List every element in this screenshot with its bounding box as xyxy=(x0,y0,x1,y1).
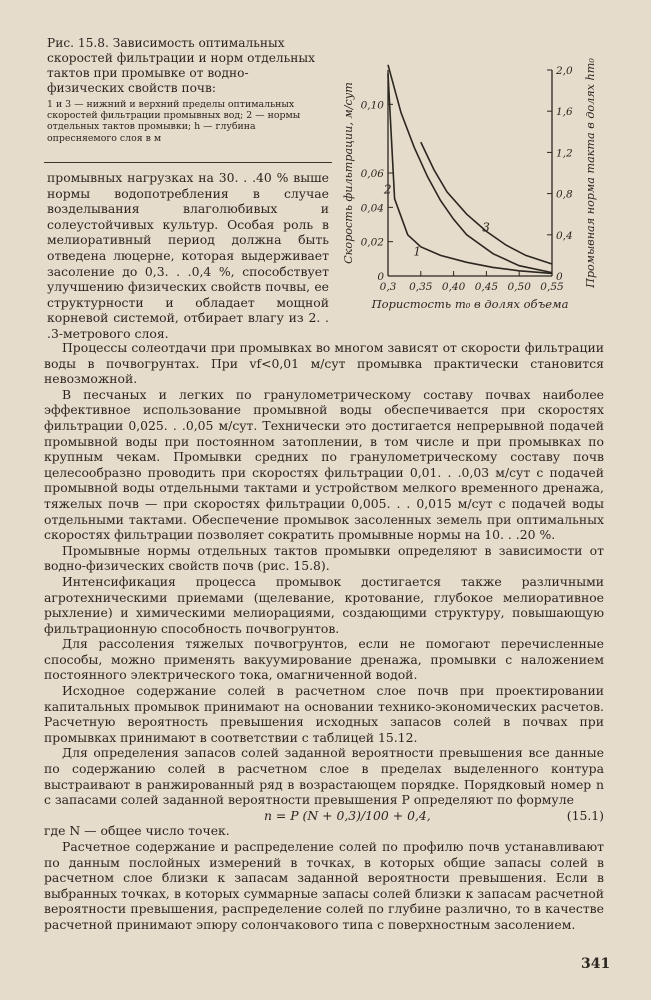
curve-label-3: 3 xyxy=(482,220,490,235)
wrapped-paragraph: промывных нагрузках на 30. . .40 % выше нормы водопотребления в случае возделывания влаголюбивых и солеустойчивых культур. Особая роль в мелиоративный период должна быть отведена люцерне, которая выдерживает засоление до 0,3. . .0,4 %, способствует улучшению физических свойств почвы, ее структурности и обладает мощной корневой системой, отбирает влагу из 2. . .3-метрового слоя. xyxy=(47,170,329,341)
formula-where: где N — общее число точек. xyxy=(44,823,230,839)
left-tick-label: 0,06 xyxy=(360,168,384,180)
left-tick-label: 0,04 xyxy=(360,202,384,215)
paragraph-7: Для определения запасов солей заданной вероятности превышения все данные по содержанию солей в расчетном слое в пределах выделенного контура выстраивают в ранжированный ряд в возрастающем порядке. Порядковый номер n с запасами солей заданной вероятности превышения P определяют по формуле xyxy=(44,745,604,808)
x-tick-label: 0,35 xyxy=(409,281,433,293)
right-tick-label: 1,6 xyxy=(556,106,573,119)
right-tick-label: 0,8 xyxy=(556,188,573,201)
curve-label-1: 1 xyxy=(413,244,422,259)
series-1-line xyxy=(388,73,552,273)
figure-chart xyxy=(330,50,650,335)
x-tick-label: 0,55 xyxy=(540,281,564,293)
paragraph-2: В песчаных и легких по гранулометрическому составу почвах наиболее эффективное использование промывной воды обеспечивается при скоростях фильтрации 0,025. . .0,05 м/сут. Технически это достигается непрерывной подачей промывной воды при постоянном затоплении, в том числе и при промывках по крупным чекам. Промывки средних по гранулометрическому составу почв целесообразно проводить при скоростях фильтрации 0,01. . .0,03 м/сут с подачей промывной воды отдельными тактами и устройством мелкого временного дренажа, тяжелых почв — при скоростях фильтрации 0,005. . . 0,015 м/сут с подачей воды отдельными тактами. Обеспечение промывок засоленных земель при оптимальных скоростях фильтрации позволяет сократить промывные нормы на 10. . .20 %. xyxy=(44,386,604,543)
left-tick-label: 0,02 xyxy=(360,236,384,249)
chart-svg xyxy=(330,50,650,335)
paragraph-5: Для рассоления тяжелых почвогрунтов, если не помогают перечисленные способы, можно применять вакуумирование дренажа, промывки с наложением постоянного электрического тока, омагниченной водой. xyxy=(44,636,604,683)
caption-legend: 1 и 3 — нижний и верхний пределы оптимальных скоростей фильтрации промывных вод; 2 — нормы отдельных тактов промывки; h — глубина опресняемого слоя в м xyxy=(47,99,301,144)
x-axis-label: Пористость m₀ в долях объема xyxy=(371,297,569,311)
right-tick-label: 2,0 xyxy=(556,65,573,77)
right-axis-label: Промывная норма такта в долях hm₀ xyxy=(584,58,597,288)
paragraph-3: Промывные нормы отдельных тактов промывки определяют в зависимости от водно-физических свойств почв (рис. 15.8). xyxy=(44,542,604,574)
main-text xyxy=(44,340,604,933)
right-tick-label: 0,4 xyxy=(556,229,573,242)
series-2-line xyxy=(388,65,552,273)
paragraph-6: Исходное содержание солей в расчетном слое почв при проектировании капитальных промывок принимают на основании технико-экономических расчетов. Расчетную вероятность превышения исходных запасов солей в почвах при промывках принимают в соответствии с таблицей 15.12. xyxy=(44,683,604,745)
paragraph-1: Процессы солеотдачи при промывках во многом зависят от скорости фильтрации воды в почвогрунтах. При vf<0,01 м/сут промывка практически становится невозможной. xyxy=(44,340,604,387)
x-tick-label: 0,45 xyxy=(474,281,499,293)
caption-divider xyxy=(44,162,332,163)
left-axis-label: Скорость фильтрации, м/сут xyxy=(342,82,355,264)
left-tick-label: 0,10 xyxy=(360,99,384,112)
right-tick-label: 1,2 xyxy=(556,147,573,160)
caption-title: Рис. 15.8. Зависимость оптимальных скоростей фильтрации и норм отдельных тактов при промывке от водно-физических свойств почв: xyxy=(47,36,315,95)
formula-row xyxy=(264,808,604,824)
formula-number: (15.1) xyxy=(566,807,604,823)
left-tick-label: 0 xyxy=(377,271,384,283)
x-tick-label: 0,50 xyxy=(507,281,531,293)
curve-label-2: 2 xyxy=(383,182,392,197)
paragraph-8: Расчетное содержание и распределение солей по профилю почв устанавливают по данным послойных измерений в точках, в которых общие запасы солей в расчетном слое близки к запасам заданной вероятности превышения. Если в выбранных точках, в которых суммарные запасы солей близки к запасам расчетной вероятности превышения, распределение солей по глубине различно, то в качестве расчетной принимают эпюру солончакового типа с поверхностным засолением. xyxy=(44,839,604,932)
x-tick-label: 0,3 xyxy=(379,281,397,293)
figure-caption xyxy=(47,36,317,144)
formula: n = P (N + 0,3)/100 + 0,4, xyxy=(264,807,431,823)
page-number: 341 xyxy=(581,956,611,972)
paragraph-4: Интенсификация процесса промывок достигается также различными агротехническими приемами (щелевание, кротование, глубокое мелиоративное рыхление) и химическими мелиорациями, создающими структуру, повышающую фильтрационную способность почвогрунтов. xyxy=(44,573,604,636)
series-3-line xyxy=(421,142,552,264)
x-tick-label: 0,40 xyxy=(441,281,466,293)
right-tick-label: 0 xyxy=(556,271,563,283)
